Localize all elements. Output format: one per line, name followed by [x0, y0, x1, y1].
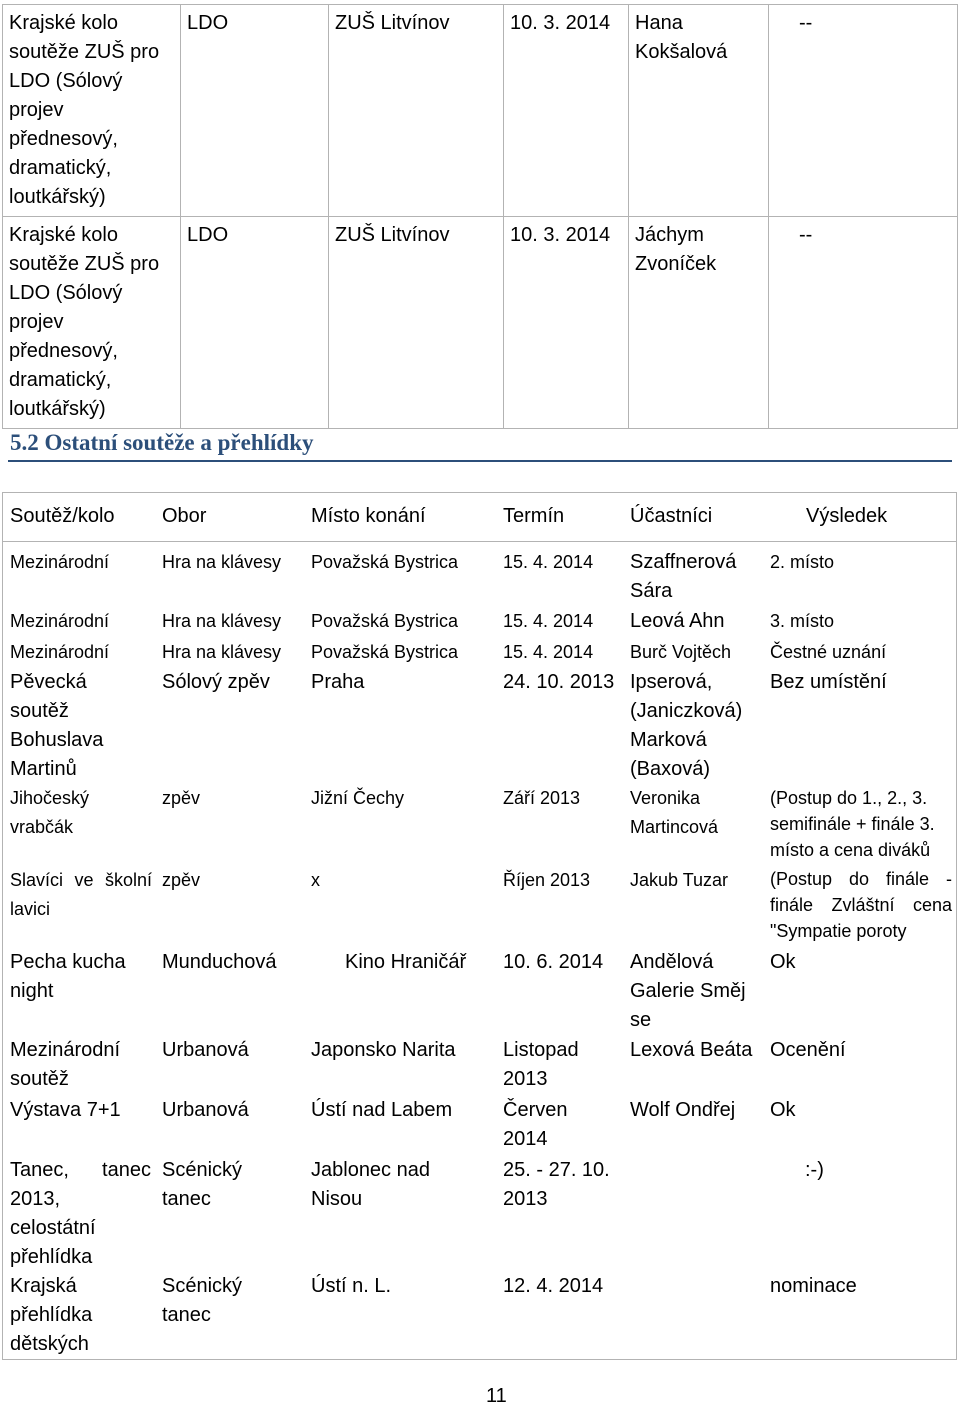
result-cell: 2. místo [770, 552, 835, 572]
participants-cell: Burč Vojtěch [630, 642, 732, 662]
date-cell: 15. 4. 2014 [503, 552, 594, 572]
field-cell: LDO [181, 5, 329, 217]
result-cell: nominace [770, 1275, 857, 1297]
header-participants: Účastníci [630, 505, 713, 527]
field-cell: Urbanová [162, 1039, 249, 1061]
place-cell: Ústí nad Labem [311, 1099, 453, 1121]
date-cell: 24. 10. 2013 [503, 671, 615, 693]
participants-cell: Szaffnerová Sára [630, 551, 737, 602]
competition-cell: Výstava 7+1 [10, 1099, 121, 1121]
result-cell: Ok [770, 951, 796, 973]
date-cell: Listopad 2013 [503, 1039, 579, 1090]
field-cell: Sólový zpěv [162, 671, 270, 693]
result-cell: Čestné uznání [770, 642, 887, 662]
participants-cell: Leová Ahn [630, 610, 725, 632]
place-cell: Považská Bystrica [311, 611, 459, 631]
field-cell: Urbanová [162, 1099, 249, 1121]
field-cell: Munduchová [162, 951, 277, 973]
field-cell: Hra na klávesy [162, 611, 282, 631]
participant-cell: Jáchym Zvoníček [629, 217, 769, 429]
competition-cell: Pěvecká soutěž Bohuslava Martinů [10, 671, 104, 780]
date-cell: 15. 4. 2014 [503, 642, 594, 662]
place-cell: Ústí n. L. [311, 1275, 392, 1297]
result-cell: (Postup do 1., 2., 3. semifinále + finále 3. místo a cena diváků [770, 788, 935, 860]
date-cell: 12. 4. 2014 [503, 1275, 604, 1297]
field-cell: Hra na klávesy [162, 552, 282, 572]
date-cell: Září 2013 [503, 788, 581, 808]
place-cell: Kino Hraničář [345, 951, 467, 973]
section-heading: 5.2 Ostatní soutěže a přehlídky [10, 430, 314, 455]
place-cell: Považská Bystrica [311, 642, 459, 662]
date-cell: 10. 3. 2014 [504, 5, 629, 217]
column-divider [2, 492, 3, 1360]
participants-cell: Ipserová, (Janiczková) Marková (Baxová) [630, 671, 743, 780]
competition-cell: Mezinárodní soutěž [10, 1039, 121, 1090]
result-cell: Bez umístění [770, 671, 887, 693]
participants-cell: Lexová Beáta [630, 1039, 753, 1061]
date-cell: Říjen 2013 [503, 870, 591, 890]
field-cell: zpěv [162, 788, 201, 808]
field-cell: LDO [181, 217, 329, 429]
competition-cell: Mezinárodní [10, 611, 110, 631]
place-cell: Jižní Čechy [311, 788, 405, 808]
column-divider [956, 492, 957, 1360]
table-row [3, 5, 958, 217]
participant-cell: Hana Kokšalová [629, 5, 769, 217]
table-row [3, 217, 958, 429]
page-number: 11 [486, 1385, 507, 1407]
result-cell: 3. místo [770, 611, 835, 631]
competition-cell: Krajské kolo soutěže ZUŠ pro LDO (Sólový projev přednesový, dramatický, loutkářský) [3, 217, 181, 429]
competition-cell: Mezinárodní [10, 642, 110, 662]
competition-cell: Mezinárodní [10, 552, 110, 572]
result-cell: -- [769, 5, 958, 217]
result-cell: Ocenění [770, 1039, 846, 1061]
participants-cell: Andělová Galerie Směj se [630, 951, 746, 1031]
competition-cell: Pecha kucha night [10, 951, 126, 1002]
result-cell: Ok [770, 1099, 796, 1121]
heading-underline [8, 460, 952, 462]
field-cell: Scénický tanec [162, 1159, 243, 1210]
header-place: Místo konání [311, 505, 426, 527]
header-result: Výsledek [806, 505, 888, 527]
competition-cell: Tanec, tanec 2013, celostátní přehlídka [10, 1159, 151, 1268]
row-divider [2, 492, 957, 493]
competition-cell: Krajské kolo soutěže ZUŠ pro LDO (Sólový projev přednesový, dramatický, loutkářský) [3, 5, 181, 217]
result-cell: -- [769, 217, 958, 429]
top-results-table [2, 4, 958, 429]
place-cell: Japonsko Narita [311, 1039, 456, 1061]
field-cell: Hra na klávesy [162, 642, 282, 662]
result-cell: :-) [805, 1159, 824, 1181]
competition-cell: Slavíci ve školní lavici [10, 870, 152, 919]
place-cell: Praha [311, 671, 365, 693]
header-field: Obor [162, 505, 207, 527]
place-cell: x [311, 870, 320, 890]
place-cell: Jablonec nad Nisou [311, 1159, 430, 1210]
field-cell: zpěv [162, 870, 201, 890]
place-cell: ZUŠ Litvínov [329, 5, 504, 217]
row-divider [2, 541, 957, 542]
participants-cell: Jakub Tuzar [630, 870, 729, 890]
header-competition: Soutěž/kolo [10, 505, 115, 527]
result-cell: (Postup do finále - finále Zvláštní cena "Sympatie poroty [770, 869, 952, 941]
field-cell: Scénický tanec [162, 1275, 243, 1326]
date-cell: 25. - 27. 10. 2013 [503, 1159, 610, 1210]
row-divider [2, 1359, 957, 1360]
date-cell: 10. 3. 2014 [504, 217, 629, 429]
participants-cell: Veronika Martincová [630, 788, 719, 837]
date-cell: 10. 6. 2014 [503, 951, 604, 973]
date-cell: 15. 4. 2014 [503, 611, 594, 631]
competition-cell: Jihočeský vrabčák [10, 788, 90, 837]
competition-cell: Krajská přehlídka dětských [10, 1275, 93, 1355]
place-cell: ZUŠ Litvínov [329, 217, 504, 429]
date-cell: Červen 2014 [503, 1099, 568, 1150]
participants-cell: Wolf Ondřej [630, 1099, 736, 1121]
header-date: Termín [503, 505, 565, 527]
place-cell: Považská Bystrica [311, 552, 459, 572]
